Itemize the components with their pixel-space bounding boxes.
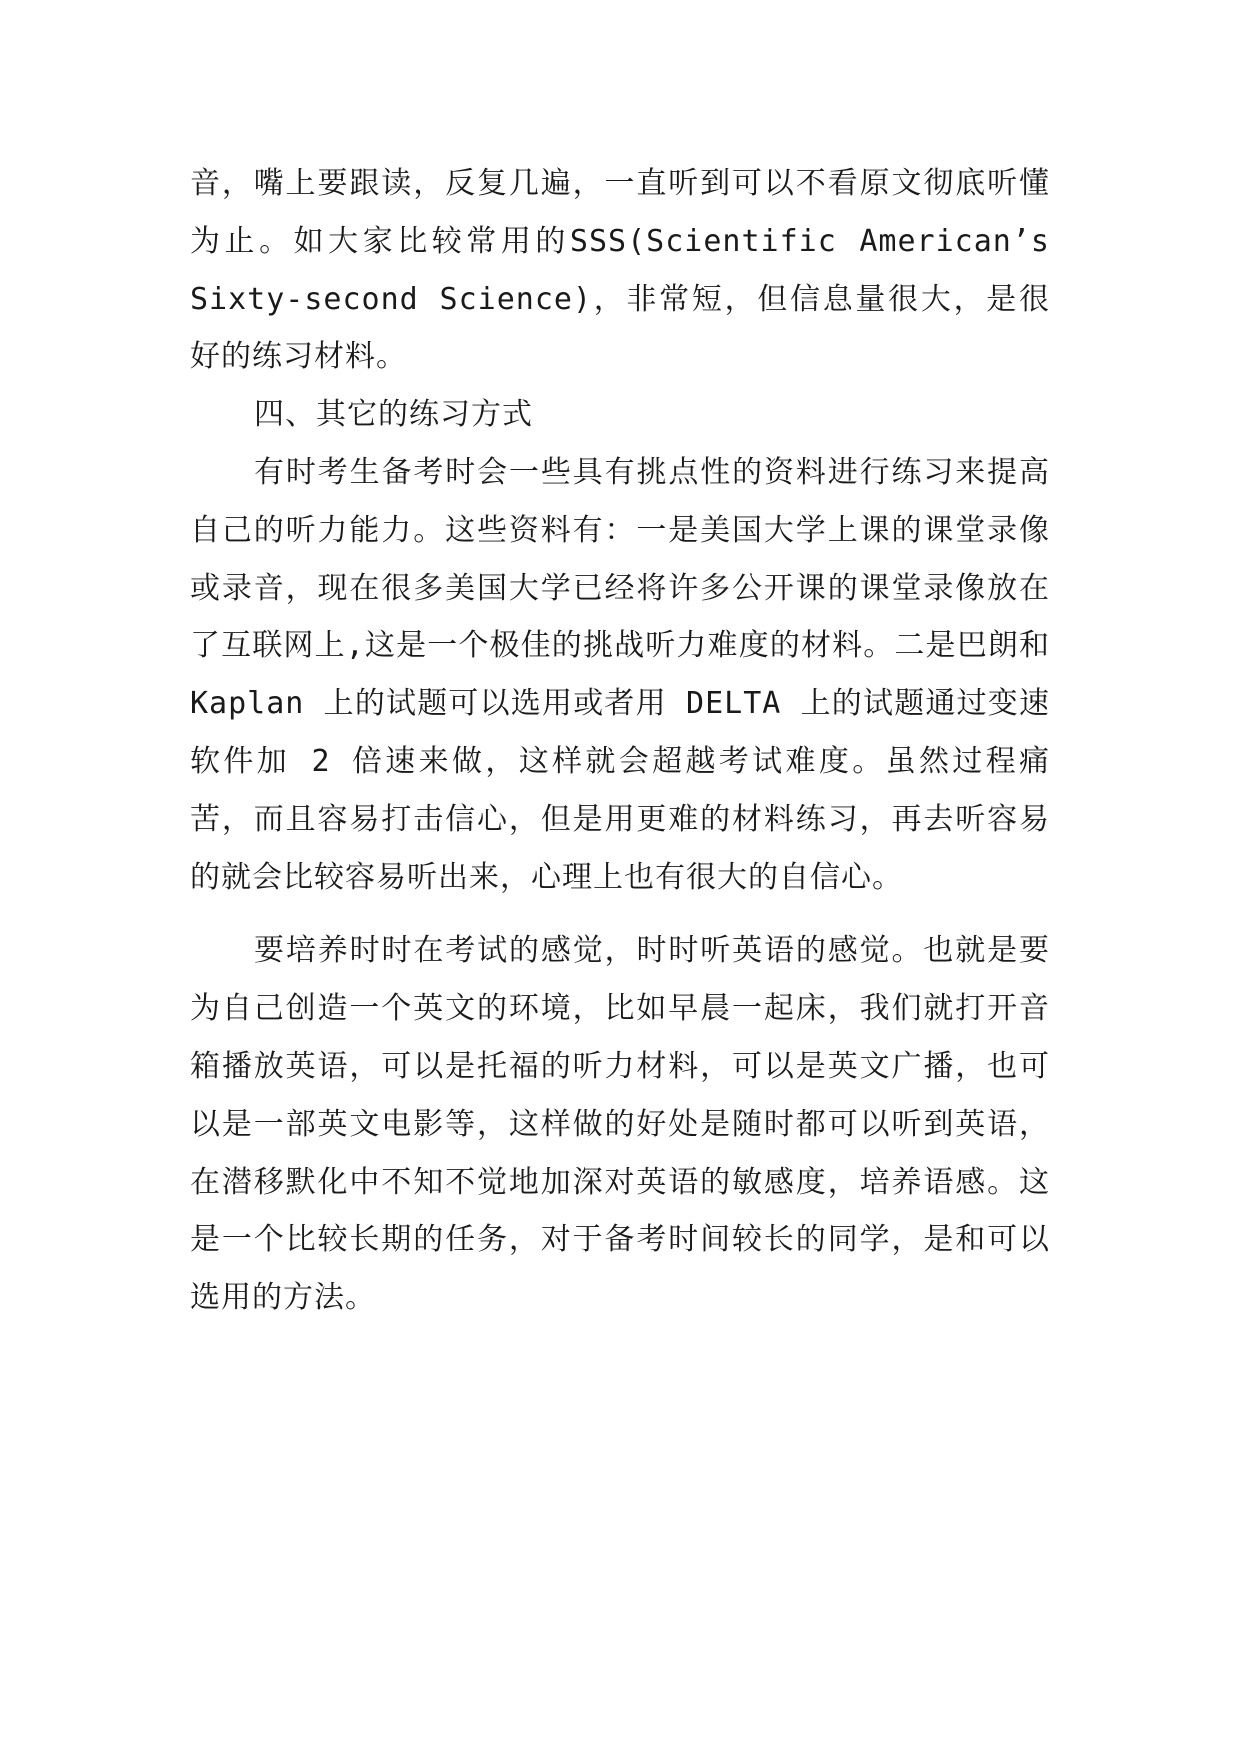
paragraph-practice-materials: 有时考生备考时会一些具有挑点性的资料进行练习来提高自己的听力能力。这些资料有：一是美国大学上课的课堂录像或录音，现在很多美国大学已经将许多公开课的课堂录像放在了互联网上,这是一个极佳的挑战听力难度的材料。二是巴朗和 Kaplan 上的试题可以选用或者用 DELTA 上的试题通过变速软件加 2 倍速来做，这样就会超越考试难度。虽然过程痛苦，而且容易打击信心，但是用更难的材料练习，再去听容易的就会比较容易听出来，心理上也有很大的自信心。 bbox=[190, 454, 1050, 895]
document-body bbox=[190, 155, 1050, 1327]
section-heading: 四、其它的练习方式 bbox=[254, 397, 533, 433]
paragraph-english-environment: 要培养时时在考试的感觉，时时听英语的感觉。也就是要为自己创造一个英文的环境，比如早晨一起床，我们就打开音箱播放英语，可以是托福的听力材料，可以是英文广播，也可以是一部英文电影等，这样做的好处是随时都可以听到英语，在潜移默化中不知不觉地加深对英语的敏感度，培养语感。这是一个比较长期的任务，对于备考时间较长的同学，是和可以选用的方法。 bbox=[190, 933, 1050, 1316]
paragraph-continuation: 音，嘴上要跟读，反复几遍，一直听到可以不看原文彻底听懂为止。如大家比较常用的SSS(Scientific American’s Sixty-second Science)，非常短，但信息量很大，是很好的练习材料。 bbox=[190, 166, 1050, 375]
